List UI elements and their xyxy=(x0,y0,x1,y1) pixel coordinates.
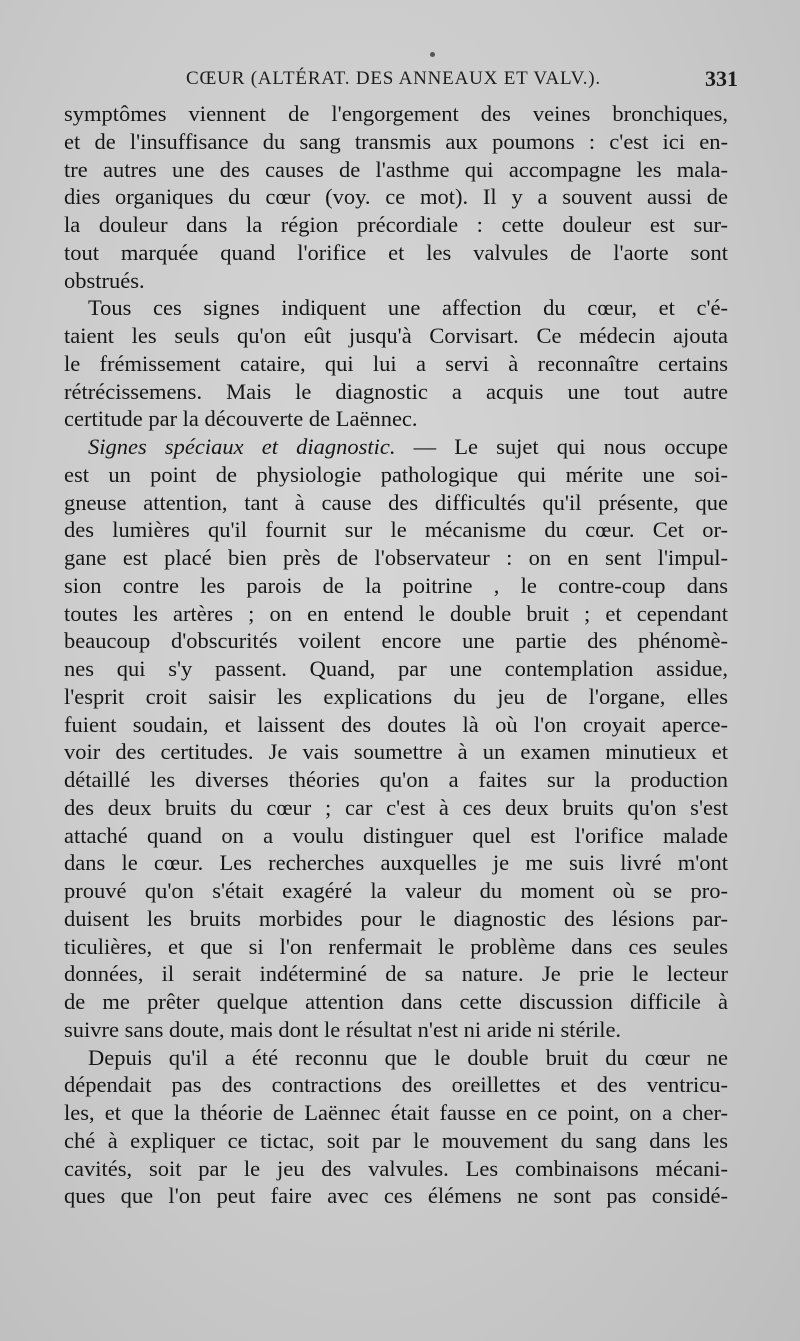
line-text: toutes les artères ; on en entend le double bruit ; et cependant xyxy=(64,600,728,626)
line-text: tout marquée quand l'orifice et les valvules de l'aorte sont xyxy=(64,239,728,265)
line-text: l'esprit croit saisir les explications du jeu de l'organe, elles xyxy=(64,683,728,709)
line-text: tre autres une des causes de l'asthme qui accompagne les mala- xyxy=(64,156,728,182)
text-line xyxy=(64,627,728,655)
line-text: ticulières, et que si l'on renfermait le problème dans ces seules xyxy=(64,933,728,959)
text-line xyxy=(64,600,728,628)
running-title: CŒUR (ALTÉRAT. DES ANNEAUX ET VALV.). xyxy=(186,68,601,89)
text-line xyxy=(64,516,728,544)
line-text: certitude par la découverte de Laënnec. xyxy=(64,406,418,432)
ink-dot xyxy=(430,52,435,57)
line-text: duisent les bruits morbides pour le diagnostic des lésions par- xyxy=(64,905,728,931)
text-line xyxy=(64,294,728,322)
text-line xyxy=(64,738,728,766)
line-text: gneuse attention, tant à cause des difficultés qu'il présente, que xyxy=(64,489,728,515)
line-text: ché à expliquer ce tictac, soit par le mouvement du sang dans les xyxy=(64,1127,728,1153)
text-line xyxy=(64,572,728,600)
line-text: le frémissement cataire, qui lui a servi à reconnaître certains xyxy=(64,350,728,376)
text-line xyxy=(64,849,728,877)
line-text: est un point de physiologie pathologique qui mérite une soi- xyxy=(64,461,728,487)
text-line xyxy=(64,905,728,933)
text-line xyxy=(64,1182,728,1210)
text-line xyxy=(64,350,728,378)
page-number: 331 xyxy=(705,66,738,91)
line-text: des deux bruits du cœur ; car c'est à ces deux bruits qu'on s'est xyxy=(64,794,728,820)
line-text: fuient soudain, et laissent des doutes là où l'on croyait aperce- xyxy=(64,711,728,737)
text-line xyxy=(64,1071,728,1099)
text-line xyxy=(64,100,728,128)
text-line xyxy=(64,489,728,517)
line-text: données, il serait indéterminé de sa nature. Je prie le lecteur xyxy=(64,961,728,987)
text-line xyxy=(64,1155,728,1183)
line-text: voir des certitudes. Je vais soumettre à un examen minutieux et xyxy=(64,739,728,765)
line-text: dies organiques du cœur (voy. ce mot). Il y a souvent aussi de xyxy=(64,184,728,210)
running-header xyxy=(0,64,800,98)
text-line xyxy=(64,156,728,184)
line-text: suivre sans doute, mais dont le résultat n'est ni aride ni stérile. xyxy=(64,1016,622,1042)
text-line xyxy=(64,183,728,211)
line-text: Depuis qu'il a été reconnu que le double bruit du cœur ne xyxy=(88,1044,728,1070)
line-text: des lumières qu'il fournit sur le mécanisme du cœur. Cet or- xyxy=(64,517,728,543)
text-line xyxy=(64,128,728,156)
text-line xyxy=(64,211,728,239)
line-text: la douleur dans la région précordiale : cette douleur est sur- xyxy=(64,212,728,237)
line-text: rétrécissemens. Mais le diagnostic a acquis une tout autre xyxy=(64,378,728,404)
text-line xyxy=(64,655,728,683)
text-line xyxy=(64,1016,728,1044)
line-text: et de l'insuffisance du sang transmis aux poumons : c'est ici en- xyxy=(64,128,728,154)
line-text: gane est placé bien près de l'observateur : on en sent l'impul- xyxy=(64,545,728,570)
text-line xyxy=(64,933,728,961)
text-line xyxy=(64,544,728,572)
text-line xyxy=(64,1044,728,1072)
line-text: nes qui s'y passent. Quand, par une contemplation assidue, xyxy=(64,656,728,681)
line-text: beaucoup d'obscurités voilent encore une partie des phénomè- xyxy=(64,628,728,654)
line-text: les, et que la théorie de Laënnec était fausse en ce point, on a cher- xyxy=(64,1100,728,1125)
line-text: cavités, soit par le jeu des valvules. Les combinaisons mécani- xyxy=(64,1155,728,1181)
line-text: de me prêter quelque attention dans cette discussion difficile à xyxy=(64,989,728,1014)
line-text: prouvé qu'on s'était exagéré la valeur du moment où se pro- xyxy=(64,878,728,903)
line-text: dépendait pas des contractions des oreillettes et des ventricu- xyxy=(64,1072,728,1098)
line-text: obstrués. xyxy=(64,267,145,293)
text-line xyxy=(64,433,728,461)
text-line xyxy=(64,766,728,794)
text-line xyxy=(64,378,728,406)
line-text: sion contre les parois de la poitrine , le contre-coup dans xyxy=(64,572,728,598)
text-line xyxy=(64,1127,728,1155)
body-text xyxy=(64,100,728,1210)
text-line xyxy=(64,267,728,295)
line-text: Tous ces signes indiquent une affection du cœur, et c'é- xyxy=(88,295,728,321)
line-text: détaillé les diverses théories qu'on a faites sur la production xyxy=(64,767,728,792)
text-line xyxy=(64,711,728,739)
text-line xyxy=(64,822,728,850)
section-heading: Signes spéciaux et diagnostic. xyxy=(88,434,396,459)
text-line xyxy=(64,988,728,1016)
line-text: ques que l'on peut faire avec ces élémens ne sont pas considé- xyxy=(64,1183,728,1209)
text-line xyxy=(64,877,728,905)
line-text: taient les seuls qu'on eût jusqu'à Corvisart. Ce médecin ajouta xyxy=(64,323,728,348)
line-text: symptômes viennent de l'engorgement des veines bronchiques, xyxy=(64,101,728,126)
text-line xyxy=(64,1099,728,1127)
line-text: — Le sujet qui nous occupe xyxy=(395,434,728,459)
text-line xyxy=(64,322,728,350)
text-line xyxy=(64,794,728,822)
line-text: attaché quand on a voulu distinguer quel est l'orifice malade xyxy=(64,822,728,848)
text-line xyxy=(64,683,728,711)
text-line xyxy=(64,405,728,433)
text-line xyxy=(64,461,728,489)
text-line xyxy=(64,960,728,988)
line-text: dans le cœur. Les recherches auxquelles je me suis livré m'ont xyxy=(64,850,728,876)
text-line xyxy=(64,239,728,267)
